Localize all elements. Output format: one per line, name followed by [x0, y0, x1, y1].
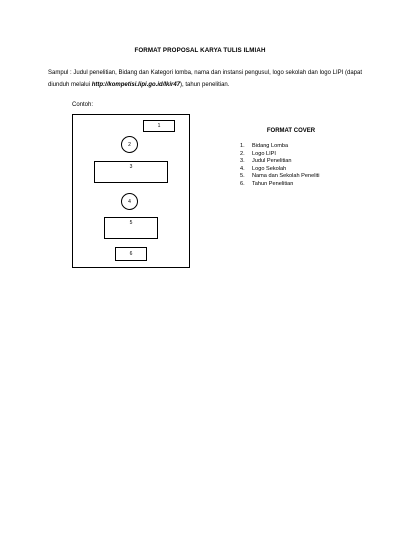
legend-item-number: 3. [240, 158, 245, 165]
cover-example-frame [72, 114, 190, 268]
document-title: FORMAT PROPOSAL KARYA TULIS ILMIAH [134, 47, 266, 54]
legend-item-number: 2. [240, 150, 245, 157]
cover-box-1: 1 [143, 120, 175, 132]
cover-box-3: 3 [94, 161, 168, 183]
legend-item-number: 1. [240, 143, 245, 149]
legend-item-label: Logo Sekolah [252, 165, 287, 172]
legend-title: FORMAT COVER [266, 128, 316, 134]
legend-item [240, 173, 319, 181]
cover-circle-4: 4 [121, 193, 138, 210]
legend-list [240, 143, 319, 189]
legend-item-label: Logo LIPI [252, 150, 276, 157]
download-link[interactable]: http://kompetisi.lipi.go.id/lkir47 [91, 82, 181, 88]
legend-item-number: 4. [240, 165, 245, 172]
legend-item [240, 143, 319, 151]
legend-item [240, 166, 319, 174]
legend-item [240, 151, 319, 159]
legend-item [240, 158, 319, 166]
example-label: Contoh: [72, 102, 94, 108]
legend-item-label: Nama dan Sekolah Peneliti [252, 173, 320, 180]
legend-item-label: Tahun Penelitian [252, 180, 294, 187]
cover-box-6: 6 [115, 247, 147, 261]
cover-box-5: 5 [104, 217, 158, 239]
cover-circle-2: 2 [121, 136, 138, 153]
intro-text-end: ), tahun penelitian. [180, 82, 230, 88]
legend-item [240, 181, 319, 189]
legend-item-label: Judul Penelitian [252, 158, 292, 165]
legend-item-label: Bidang Lomba [252, 143, 289, 149]
intro-text: Sampul : Judul penelitian, Bidang dan Kategori lomba, nama dan instansi pengusul, logo sekolah dan logo LIPI (dapat diunduh melalui [48, 70, 362, 88]
legend-item-number: 5. [240, 173, 245, 180]
legend-item-number: 6. [240, 180, 245, 187]
intro-paragraph [48, 67, 362, 91]
